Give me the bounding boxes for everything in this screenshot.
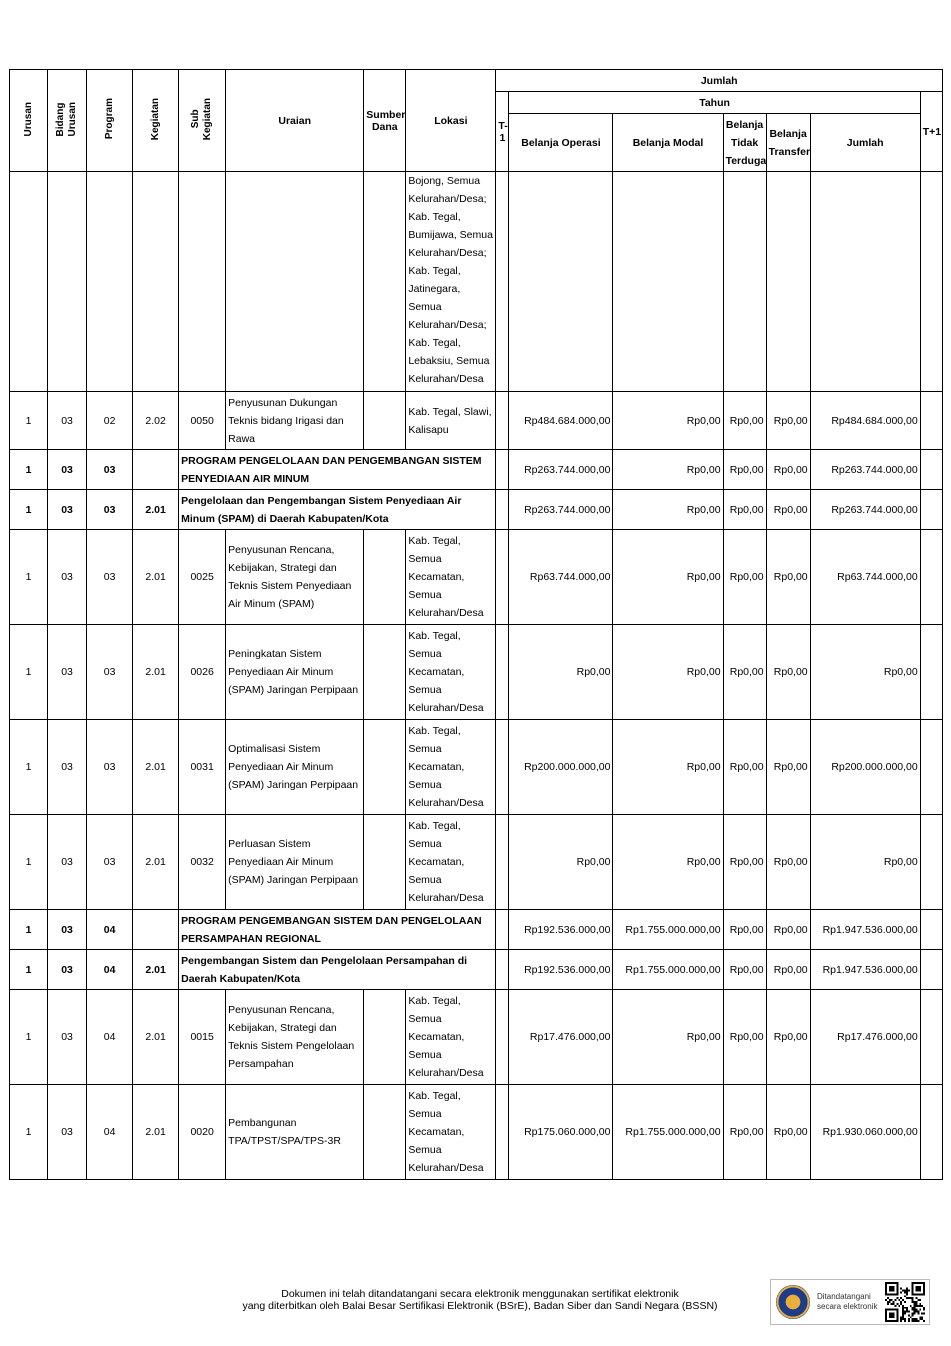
cell-belanja-tidak-terduga: Rp0,00 [723, 530, 766, 625]
cell-urusan: 1 [10, 720, 48, 815]
cell-lokasi: Bojong, Semua Kelurahan/Desa; Kab. Tegal, Bumijawa, Semua Kelurahan/Desa; Kab. Tegal, Jatinegara, Semua Kelurahan/Desa; Kab. Tegal, Lebaksiu, Semua Kelurahan/Desa [406, 172, 496, 392]
header-program: Program [87, 70, 133, 172]
table-row [10, 625, 943, 720]
cell-bidang-urusan: 03 [48, 490, 87, 530]
cell-sumber-dana [364, 530, 406, 625]
cell-belanja-transfer: Rp0,00 [766, 720, 810, 815]
header-sub-kegiatan: Sub Kegiatan [179, 70, 226, 172]
cell-urusan: 1 [10, 910, 48, 950]
cell-belanja-operasi: Rp0,00 [509, 815, 613, 910]
cell-program: 02 [87, 392, 133, 450]
cell-lokasi: Kab. Tegal, Semua Kecamatan, Semua Kelurahan/Desa [406, 625, 496, 720]
cell-belanja-operasi [509, 172, 613, 392]
cell-belanja-operasi: Rp263.744.000,00 [509, 450, 613, 490]
cell-belanja-operasi: Rp200.000.000,00 [509, 720, 613, 815]
cell-urusan: 1 [10, 815, 48, 910]
cell-uraian: Peningkatan Sistem Penyediaan Air Minum (SPAM) Jaringan Perpipaan [226, 625, 364, 720]
header-bidang-urusan: Bidang Urusan [48, 70, 87, 172]
cell-urusan: 1 [10, 950, 48, 990]
cell-belanja-operasi: Rp17.476.000,00 [509, 990, 613, 1085]
cell-jumlah: Rp263.744.000,00 [810, 490, 920, 530]
cell-sumber-dana [364, 815, 406, 910]
cell-bidang-urusan: 03 [48, 450, 87, 490]
cell-kegiatan [133, 172, 179, 392]
cell-program: 03 [87, 530, 133, 625]
cell-bidang-urusan [48, 172, 87, 392]
cell-belanja-tidak-terduga: Rp0,00 [723, 990, 766, 1085]
cell-kegiatan: 2.01 [133, 490, 179, 530]
cell-belanja-modal: Rp1.755.000.000,00 [613, 1085, 723, 1180]
qr-code-icon [885, 1282, 925, 1322]
cell-jumlah: Rp1.930.060.000,00 [810, 1085, 920, 1180]
cell-belanja-tidak-terduga: Rp0,00 [723, 815, 766, 910]
cell-uraian: PROGRAM PENGEMBANGAN SISTEM DAN PENGELOLAAN PERSAMPAHAN REGIONAL [179, 910, 496, 950]
cell-t-plus-1 [920, 450, 942, 490]
cell-t-minus-1 [496, 490, 509, 530]
header-belanja-tidak-terduga: Belanja Tidak Terduga [723, 114, 766, 172]
cell-belanja-transfer: Rp0,00 [766, 1085, 810, 1180]
cell-bidang-urusan: 03 [48, 1085, 87, 1180]
cell-belanja-transfer: Rp0,00 [766, 910, 810, 950]
cell-belanja-operasi: Rp192.536.000,00 [509, 950, 613, 990]
cell-t-minus-1 [496, 910, 509, 950]
cell-jumlah: Rp200.000.000,00 [810, 720, 920, 815]
cell-program: 04 [87, 990, 133, 1085]
cell-belanja-tidak-terduga: Rp0,00 [723, 392, 766, 450]
cell-t-plus-1 [920, 490, 942, 530]
cell-uraian: Pengembangan Sistem dan Pengelolaan Persampahan di Daerah Kabupaten/Kota [179, 950, 496, 990]
cell-t-minus-1 [496, 1085, 509, 1180]
cell-belanja-operasi: Rp0,00 [509, 625, 613, 720]
cell-kegiatan: 2.02 [133, 392, 179, 450]
cell-uraian: Perluasan Sistem Penyediaan Air Minum (SPAM) Jaringan Perpipaan [226, 815, 364, 910]
cell-program: 03 [87, 490, 133, 530]
cell-belanja-operasi: Rp192.536.000,00 [509, 910, 613, 950]
cell-belanja-tidak-terduga [723, 172, 766, 392]
cell-belanja-tidak-terduga: Rp0,00 [723, 720, 766, 815]
cell-belanja-tidak-terduga: Rp0,00 [723, 910, 766, 950]
header-urusan: Urusan [10, 70, 48, 172]
cell-program: 03 [87, 720, 133, 815]
cell-t-minus-1 [496, 815, 509, 910]
cell-bidang-urusan: 03 [48, 815, 87, 910]
cell-sumber-dana [364, 990, 406, 1085]
cell-belanja-modal: Rp0,00 [613, 720, 723, 815]
cell-program: 04 [87, 910, 133, 950]
cell-belanja-transfer: Rp0,00 [766, 530, 810, 625]
cell-jumlah: Rp263.744.000,00 [810, 450, 920, 490]
table-row [10, 392, 943, 450]
cell-jumlah: Rp17.476.000,00 [810, 990, 920, 1085]
cell-kegiatan [133, 910, 179, 950]
cell-belanja-operasi: Rp484.684.000,00 [509, 392, 613, 450]
cell-uraian: Penyusunan Dukungan Teknis bidang Irigasi dan Rawa [226, 392, 364, 450]
cell-urusan [10, 172, 48, 392]
header-uraian: Uraian [226, 70, 364, 172]
cell-belanja-transfer [766, 172, 810, 392]
cell-uraian: Optimalisasi Sistem Penyediaan Air Minum (SPAM) Jaringan Perpipaan [226, 720, 364, 815]
cell-belanja-modal [613, 172, 723, 392]
cell-urusan: 1 [10, 392, 48, 450]
header-t-minus-1: T-1 [496, 92, 509, 172]
cell-kegiatan: 2.01 [133, 720, 179, 815]
table-row [10, 815, 943, 910]
table-row [10, 910, 943, 950]
cell-belanja-modal: Rp0,00 [613, 530, 723, 625]
cell-kegiatan: 2.01 [133, 1085, 179, 1180]
header-belanja-transfer: Belanja Transfer [766, 114, 810, 172]
header-jumlah-group: Jumlah [496, 70, 943, 92]
cell-bidang-urusan: 03 [48, 990, 87, 1085]
signature-notice-line1: Dokumen ini telah ditandatangani secara elektronik menggunakan sertifikat elektronik [281, 1288, 679, 1300]
cell-uraian: Pengelolaan dan Pengembangan Sistem Penyediaan Air Minum (SPAM) di Daerah Kabupaten/Kota [179, 490, 496, 530]
cell-t-plus-1 [920, 392, 942, 450]
cell-kegiatan: 2.01 [133, 950, 179, 990]
signature-notice [200, 1288, 760, 1312]
cell-belanja-transfer: Rp0,00 [766, 815, 810, 910]
header-lokasi: Lokasi [406, 70, 496, 172]
cell-belanja-modal: Rp0,00 [613, 625, 723, 720]
cell-kegiatan: 2.01 [133, 625, 179, 720]
table-row [10, 990, 943, 1085]
cell-belanja-operasi: Rp263.744.000,00 [509, 490, 613, 530]
header-t-plus-1: T+1 [920, 92, 942, 172]
cell-belanja-tidak-terduga: Rp0,00 [723, 1085, 766, 1180]
cell-sub-kegiatan: 0032 [179, 815, 226, 910]
cell-sub-kegiatan: 0020 [179, 1085, 226, 1180]
table-header [10, 70, 943, 172]
badge-text: Ditandatangani secara elektronik [817, 1292, 878, 1311]
cell-urusan: 1 [10, 990, 48, 1085]
cell-kegiatan: 2.01 [133, 530, 179, 625]
cell-bidang-urusan: 03 [48, 392, 87, 450]
cell-lokasi: Kab. Tegal, Semua Kecamatan, Semua Kelurahan/Desa [406, 1085, 496, 1180]
cell-belanja-tidak-terduga: Rp0,00 [723, 450, 766, 490]
header-sumber-dana: Sumber Dana [364, 70, 406, 172]
cell-sub-kegiatan: 0050 [179, 392, 226, 450]
cell-bidang-urusan: 03 [48, 625, 87, 720]
table-row [10, 950, 943, 990]
cell-t-plus-1 [920, 950, 942, 990]
table-row [10, 450, 943, 490]
cell-t-minus-1 [496, 392, 509, 450]
cell-t-plus-1 [920, 530, 942, 625]
cell-urusan: 1 [10, 530, 48, 625]
cell-sumber-dana [364, 625, 406, 720]
cell-belanja-modal: Rp0,00 [613, 450, 723, 490]
cell-belanja-transfer: Rp0,00 [766, 450, 810, 490]
table-body [10, 172, 943, 1180]
cell-belanja-modal: Rp0,00 [613, 815, 723, 910]
cell-bidang-urusan: 03 [48, 530, 87, 625]
cell-t-minus-1 [496, 990, 509, 1085]
cell-sumber-dana [364, 720, 406, 815]
cell-kegiatan [133, 450, 179, 490]
header-belanja-modal: Belanja Modal [613, 114, 723, 172]
cell-jumlah [810, 172, 920, 392]
cell-lokasi: Kab. Tegal, Semua Kecamatan, Semua Kelurahan/Desa [406, 720, 496, 815]
cell-belanja-modal: Rp1.755.000.000,00 [613, 950, 723, 990]
e-signature-badge [770, 1279, 930, 1325]
table-row [10, 490, 943, 530]
cell-jumlah: Rp0,00 [810, 815, 920, 910]
cell-t-plus-1 [920, 910, 942, 950]
cell-belanja-transfer: Rp0,00 [766, 990, 810, 1085]
cell-urusan: 1 [10, 1085, 48, 1180]
cell-sub-kegiatan [179, 172, 226, 392]
cell-belanja-modal: Rp0,00 [613, 990, 723, 1085]
cell-belanja-transfer: Rp0,00 [766, 392, 810, 450]
cell-belanja-transfer: Rp0,00 [766, 490, 810, 530]
cell-jumlah: Rp63.744.000,00 [810, 530, 920, 625]
cell-belanja-modal: Rp0,00 [613, 392, 723, 450]
table-row [10, 172, 943, 392]
cell-uraian: PROGRAM PENGELOLAAN DAN PENGEMBANGAN SISTEM PENYEDIAAN AIR MINUM [179, 450, 496, 490]
header-kegiatan: Kegiatan [133, 70, 179, 172]
header-tahun-group: Tahun [509, 92, 920, 114]
cell-belanja-modal: Rp0,00 [613, 490, 723, 530]
cell-t-plus-1 [920, 990, 942, 1085]
cell-program: 04 [87, 950, 133, 990]
cell-bidang-urusan: 03 [48, 950, 87, 990]
cell-jumlah: Rp1.947.536.000,00 [810, 910, 920, 950]
cell-program: 03 [87, 450, 133, 490]
signature-notice-line2: yang diterbitkan oleh Balai Besar Sertifikasi Elektronik (BSrE), Badan Siber dan Sandi Negara (BSSN) [242, 1300, 718, 1312]
cell-bidang-urusan: 03 [48, 910, 87, 950]
cell-belanja-tidak-terduga: Rp0,00 [723, 950, 766, 990]
cell-t-minus-1 [496, 530, 509, 625]
cell-belanja-transfer: Rp0,00 [766, 625, 810, 720]
cell-sumber-dana [364, 392, 406, 450]
cell-sumber-dana [364, 1085, 406, 1180]
cell-bidang-urusan: 03 [48, 720, 87, 815]
cell-program: 03 [87, 815, 133, 910]
cell-kegiatan: 2.01 [133, 990, 179, 1085]
cell-program: 03 [87, 625, 133, 720]
cell-lokasi: Kab. Tegal, Semua Kecamatan, Semua Kelurahan/Desa [406, 990, 496, 1085]
budget-table [9, 69, 943, 1180]
cell-t-plus-1 [920, 625, 942, 720]
cell-t-plus-1 [920, 815, 942, 910]
cell-jumlah: Rp0,00 [810, 625, 920, 720]
bsre-seal-icon [776, 1285, 810, 1319]
cell-uraian: Pembangunan TPA/TPST/SPA/TPS-3R [226, 1085, 364, 1180]
cell-sumber-dana [364, 172, 406, 392]
cell-uraian: Penyusunan Rencana, Kebijakan, Strategi dan Teknis Sistem Penyediaan Air Minum (SPAM) [226, 530, 364, 625]
cell-belanja-tidak-terduga: Rp0,00 [723, 490, 766, 530]
cell-t-minus-1 [496, 720, 509, 815]
cell-sub-kegiatan: 0015 [179, 990, 226, 1085]
cell-t-minus-1 [496, 450, 509, 490]
cell-t-minus-1 [496, 950, 509, 990]
cell-belanja-modal: Rp1.755.000.000,00 [613, 910, 723, 950]
cell-t-plus-1 [920, 172, 942, 392]
cell-program [87, 172, 133, 392]
cell-urusan: 1 [10, 450, 48, 490]
cell-t-minus-1 [496, 172, 509, 392]
cell-belanja-operasi: Rp63.744.000,00 [509, 530, 613, 625]
cell-lokasi: Kab. Tegal, Semua Kecamatan, Semua Kelurahan/Desa [406, 530, 496, 625]
cell-belanja-tidak-terduga: Rp0,00 [723, 625, 766, 720]
cell-jumlah: Rp1.947.536.000,00 [810, 950, 920, 990]
cell-sub-kegiatan: 0031 [179, 720, 226, 815]
header-belanja-operasi: Belanja Operasi [509, 114, 613, 172]
header-jumlah: Jumlah [810, 114, 920, 172]
cell-urusan: 1 [10, 625, 48, 720]
cell-belanja-transfer: Rp0,00 [766, 950, 810, 990]
cell-sub-kegiatan: 0025 [179, 530, 226, 625]
cell-t-minus-1 [496, 625, 509, 720]
cell-belanja-operasi: Rp175.060.000,00 [509, 1085, 613, 1180]
table-row [10, 530, 943, 625]
cell-sub-kegiatan: 0026 [179, 625, 226, 720]
table-row [10, 1085, 943, 1180]
cell-uraian [226, 172, 364, 392]
cell-t-plus-1 [920, 720, 942, 815]
cell-lokasi: Kab. Tegal, Slawi, Kalisapu [406, 392, 496, 450]
cell-t-plus-1 [920, 1085, 942, 1180]
cell-kegiatan: 2.01 [133, 815, 179, 910]
cell-lokasi: Kab. Tegal, Semua Kecamatan, Semua Kelurahan/Desa [406, 815, 496, 910]
cell-uraian: Penyusunan Rencana, Kebijakan, Strategi dan Teknis Sistem Pengelolaan Persampahan [226, 990, 364, 1085]
cell-program: 04 [87, 1085, 133, 1180]
table-row [10, 720, 943, 815]
cell-urusan: 1 [10, 490, 48, 530]
cell-jumlah: Rp484.684.000,00 [810, 392, 920, 450]
